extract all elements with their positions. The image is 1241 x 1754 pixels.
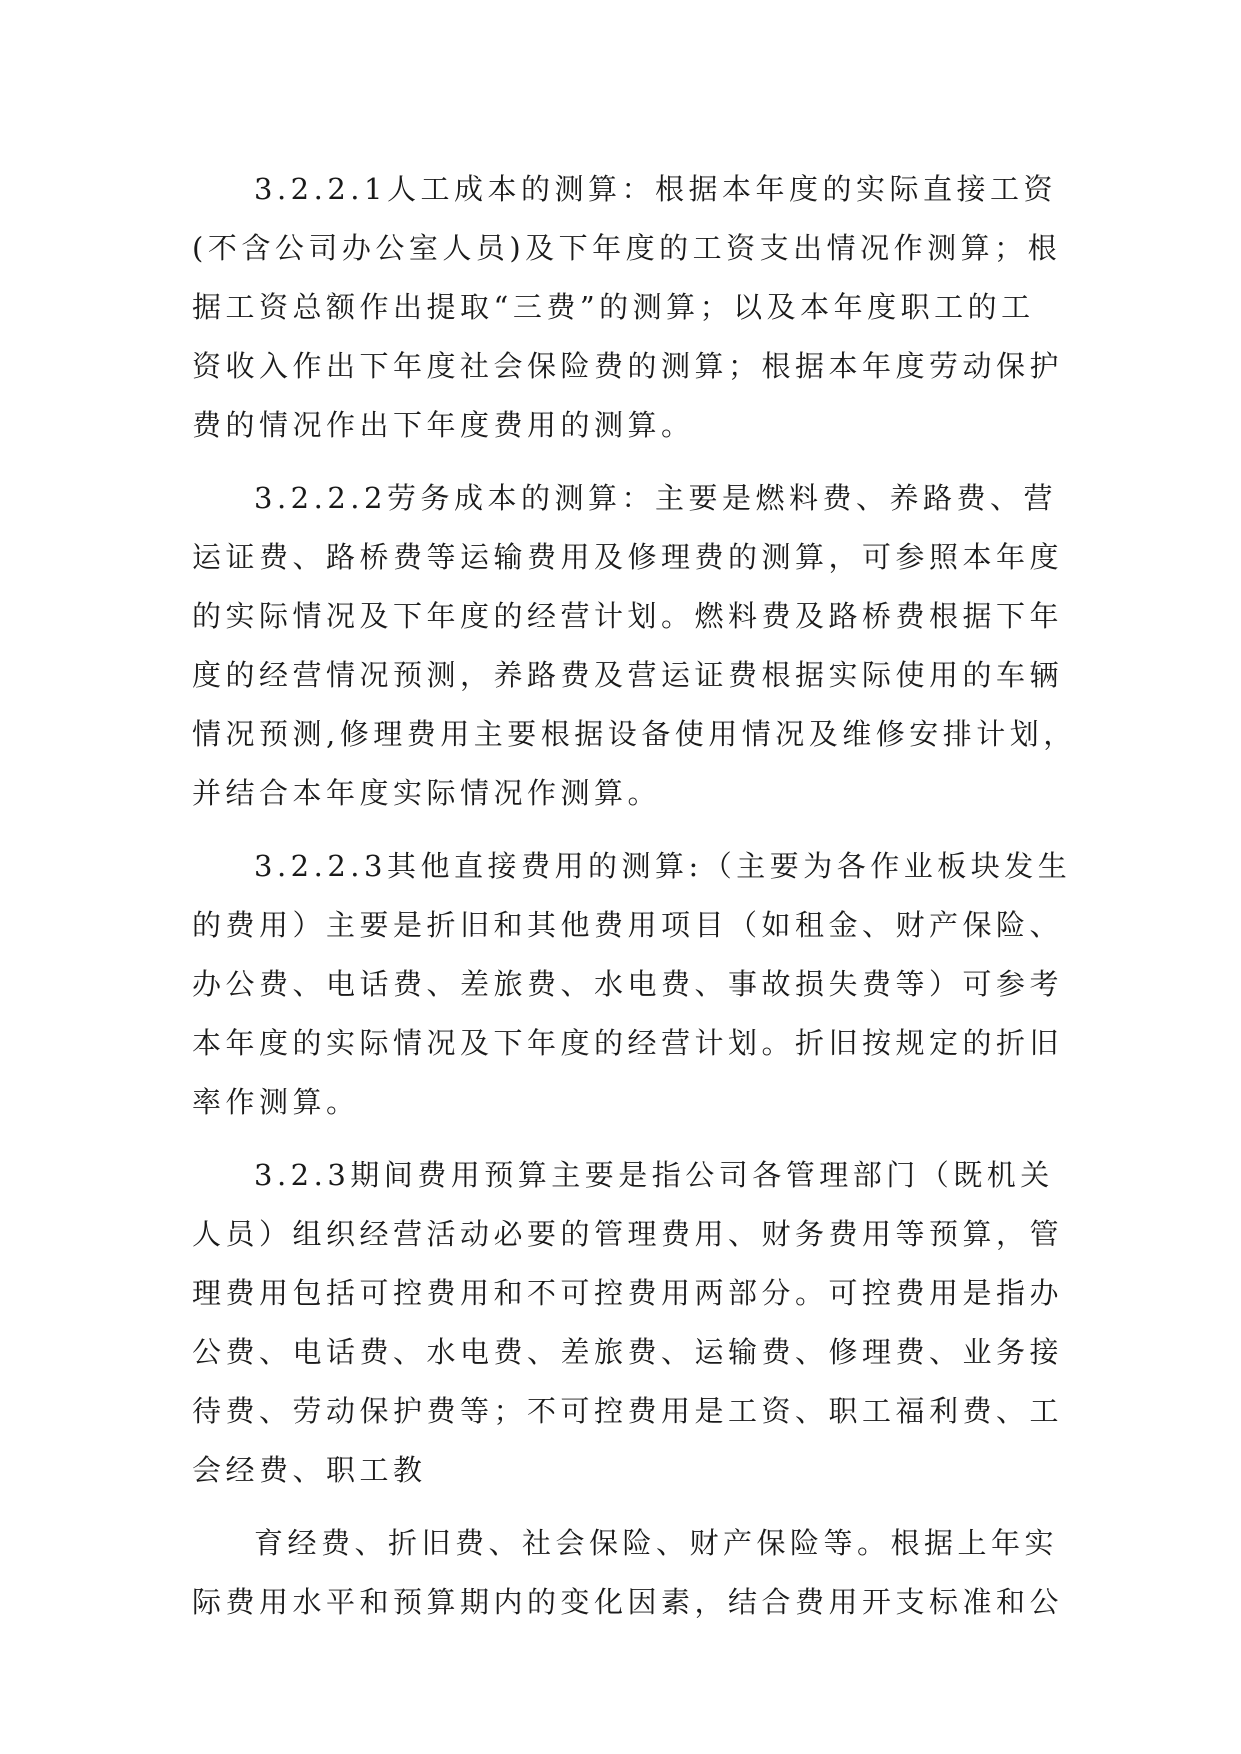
paragraph-3-2-3-line-1: 3.2.3期间费用预算主要是指公司各管理部门（既机关 [254,1158,1054,1192]
paragraph-3-2-2-2-line-2: 运证费、路桥费等运输费用及修理费的测算，可参照本年度 [192,540,1064,574]
paragraph-continuation-line-2: 际费用水平和预算期内的变化因素，结合费用开支标准和公 [192,1585,1064,1619]
paragraph-3-2-2-2-line-5: 情况预测,修理费用主要根据设备使用情况及维修安排计划， [192,717,1077,751]
paragraph-3-2-3-line-2: 人员）组织经营活动必要的管理费用、财务费用等预算，管 [192,1217,1064,1251]
paragraph-3-2-2-1-line-2: (不含公司办公室人员)及下年度的工资支出情况作测算；根 [192,231,1062,265]
paragraph-3-2-2-3-line-1: 3.2.2.3其他直接费用的测算:（主要为各作业板块发生 [254,849,1072,883]
paragraph-3-2-2-1-line-1: 3.2.2.1人工成本的测算：根据本年度的实际直接工资 [254,172,1057,206]
paragraph-3-2-3-line-3: 理费用包括可控费用和不可控费用两部分。可控费用是指办 [192,1276,1064,1310]
paragraph-3-2-2-2-line-4: 度的经营情况预测，养路费及营运证费根据实际使用的车辆 [192,658,1064,692]
document-body [192,160,1077,1632]
paragraph-3-2-2-1-line-5: 费的情况作出下年度费用的测算。 [192,408,695,442]
paragraph-3-2-3-line-6: 会经费、职工教 [192,1453,427,1487]
paragraph-3-2-2-3-line-5: 率作测算。 [192,1085,360,1119]
paragraph-continuation-line-1: 育经费、折旧费、社会保险、财产保险等。根据上年实 [254,1526,1059,1560]
paragraph-3-2-2-3-line-2: 的费用）主要是折旧和其他费用项目（如租金、财产保险、 [192,908,1064,942]
paragraph-3-2-2-3-line-3: 办公费、电话费、差旅费、水电费、事故损失费等）可参考 [192,967,1064,1001]
paragraph-3-2-2-2-line-1: 3.2.2.2劳务成本的测算：主要是燃料费、养路费、营 [254,481,1057,515]
paragraph-3-2-2-2-line-6: 并结合本年度实际情况作测算。 [192,776,662,810]
paragraph-3-2-2-1-line-3: 据工资总额作出提取“三费”的测算；以及本年度职工的工 [192,290,1035,324]
paragraph-3-2-2-1-line-4: 资收入作出下年度社会保险费的测算；根据本年度劳动保护 [192,349,1064,383]
paragraph-3-2-2-3-line-4: 本年度的实际情况及下年度的经营计划。折旧按规定的折旧 [192,1026,1064,1060]
paragraph-3-2-3-line-5: 待费、劳动保护费等；不可控费用是工资、职工福利费、工 [192,1394,1064,1428]
paragraph-3-2-2-2-line-3: 的实际情况及下年度的经营计划。燃料费及路桥费根据下年 [192,599,1064,633]
paragraph-3-2-3-line-4: 公费、电话费、水电费、差旅费、运输费、修理费、业务接 [192,1335,1064,1369]
